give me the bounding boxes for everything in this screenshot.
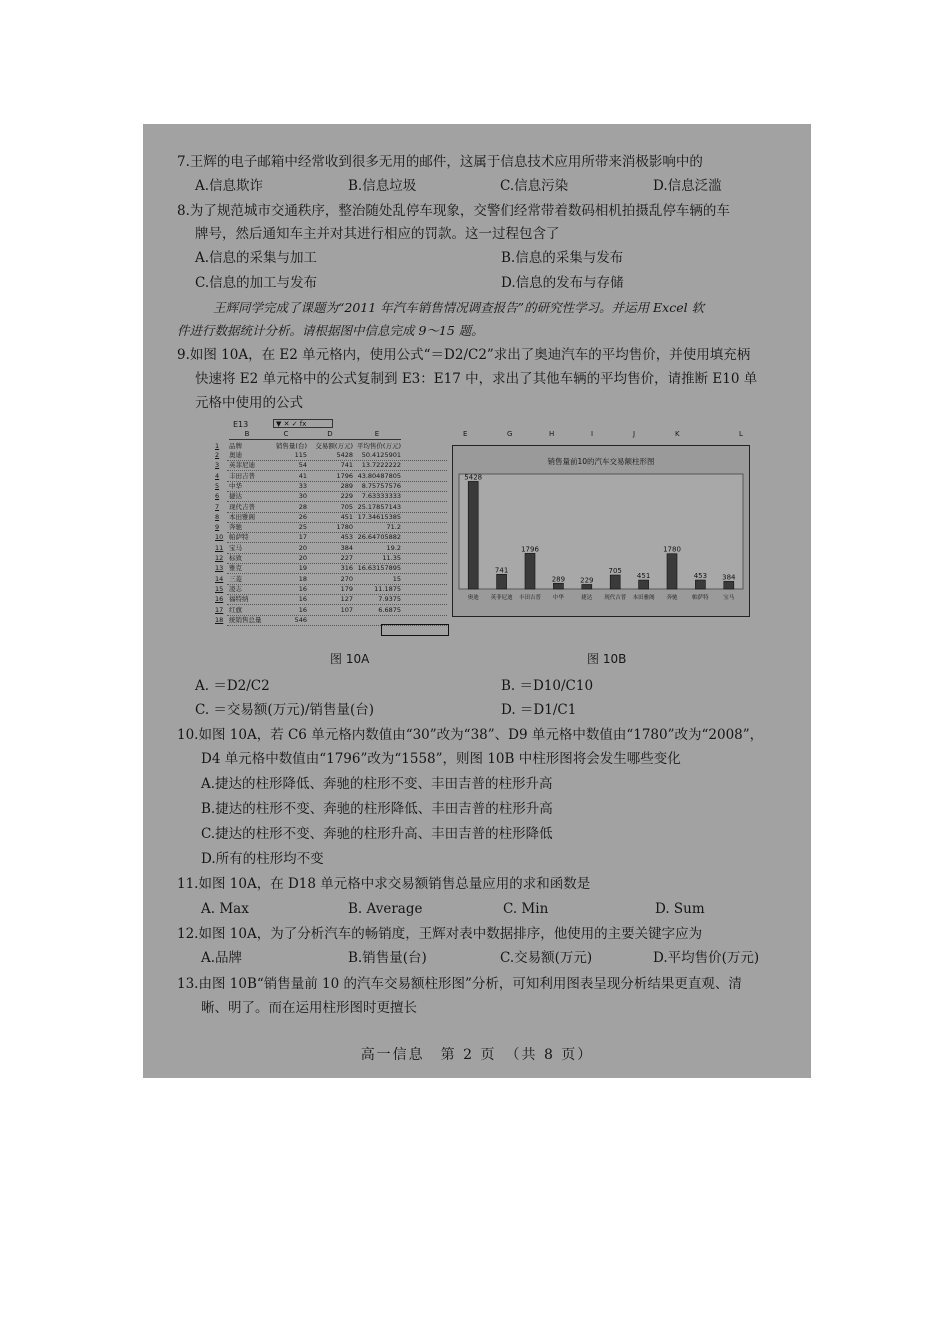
cell-avg: 43.80487805 — [357, 471, 401, 480]
row-number: 9 — [215, 523, 220, 532]
q12-option-a: A.品牌 — [201, 950, 243, 966]
cell-amount: 227 — [340, 554, 353, 562]
data-label: 741 — [494, 566, 509, 575]
cell-qty: 16 — [298, 605, 307, 614]
table-row — [213, 575, 451, 584]
q11-option-c: C. Min — [503, 901, 549, 917]
cell-amount: 316 — [340, 564, 353, 573]
q12-option-d: D.平均售价(万元) — [653, 950, 760, 966]
col-header: I — [591, 430, 594, 438]
col-header-b: B — [229, 430, 265, 440]
table-row — [213, 564, 451, 573]
cell-amount: 1780 — [336, 523, 353, 532]
cell-qty: 28 — [298, 502, 307, 511]
bar — [468, 481, 478, 589]
header-amount: 交易额(万元) — [315, 442, 353, 450]
category-label: 帕萨特 — [692, 595, 709, 601]
cell-amount: 453 — [340, 533, 353, 542]
cell-qty: 16 — [298, 595, 307, 604]
q7-option-c: C.信息污染 — [500, 178, 569, 194]
q8-stem-line1: 8.为了规范城市交通秩序，整治随处乱停车现象，交警们经常带着数码相机拍摄乱停车辆的车 — [177, 203, 730, 219]
table-row — [213, 533, 451, 542]
data-label: 5428 — [464, 473, 483, 482]
row-number: 10 — [215, 533, 224, 542]
intro-line2: 件进行数据统计分析。请根据图中信息完成 9～15 题。 — [177, 323, 484, 338]
category-label: 奔驰 — [666, 595, 678, 601]
q7-option-b: B.信息垃圾 — [348, 178, 417, 194]
q9-option-d: D. ＝D1/C1 — [501, 702, 577, 718]
cell-qty: 26 — [298, 512, 307, 521]
table-row — [213, 554, 451, 563]
formula-bar: ▼ ✕ ✓ fx — [273, 419, 333, 428]
cell-brand: 帕萨特 — [229, 533, 249, 542]
bar — [724, 581, 734, 589]
cell-qty: 19 — [298, 564, 307, 573]
cell-avg: 11.1875 — [374, 584, 401, 593]
category-label: 现代吉普 — [604, 595, 627, 601]
cell-avg: 13.7222222 — [361, 461, 401, 470]
col-header-c: C — [265, 430, 307, 440]
spreadsheet-figure — [213, 418, 451, 644]
row-number: 3 — [215, 461, 220, 470]
bar — [610, 575, 620, 589]
q8-option-c: C.信息的加工与发布 — [195, 275, 318, 291]
q13-stem-line1: 13.由图 10B“销售量前 10 的汽车交易额柱形图”分析，可知利用图表呈现分析结果更直观、清 — [177, 976, 742, 992]
row-number: 12 — [215, 554, 224, 562]
table-row — [213, 472, 451, 481]
bar — [695, 580, 705, 589]
col-header-e: E — [353, 430, 401, 440]
q10-option-c: C.捷达的柱形不变、奔驰的柱形升高、丰田吉普的柱形降低 — [201, 826, 553, 842]
cell-brand: 三菱 — [229, 574, 242, 583]
page-footer: 高一信息 第 2 页 （共 8 页） — [360, 1047, 594, 1063]
cell-avg: 26.64705882 — [357, 533, 401, 542]
q8-option-d: D.信息的发布与存储 — [501, 275, 624, 291]
category-label: 丰田吉普 — [518, 595, 542, 601]
table-row — [213, 513, 451, 522]
name-box: E13 — [233, 420, 249, 429]
cell-brand: 奥迪 — [229, 451, 242, 459]
q9-stem-line1: 9.如图 10A，在 E2 单元格内，使用公式“＝D2/C2”求出了奥迪汽车的平均售价，并使用填充柄 — [177, 347, 751, 363]
cell-brand: 标致 — [229, 554, 242, 562]
table-row — [213, 451, 451, 460]
q11-option-b: B. Average — [348, 901, 423, 917]
q10-option-d: D.所有的柱形均不变 — [201, 851, 324, 867]
category-label: 中华 — [552, 595, 564, 601]
row-number: 14 — [215, 574, 224, 583]
cell-brand: 英菲尼迪 — [229, 461, 255, 470]
data-label: 1796 — [521, 545, 539, 554]
q10-stem-line2: D4 单元格中数值由“1796”改为“1558”，则图 10B 中柱形图将会发生哪些变化 — [201, 751, 681, 767]
cell-qty: 33 — [298, 481, 307, 490]
table-row — [213, 585, 451, 594]
cell-qty: 20 — [298, 543, 307, 552]
selected-cell — [381, 624, 449, 636]
category-label: 英菲尼迪 — [490, 595, 513, 601]
cell-avg: 8.75757576 — [361, 481, 401, 490]
cell-amount: 5428 — [336, 451, 353, 459]
q7-stem: 7.王辉的电子邮箱中经常收到很多无用的邮件，这属于信息技术应用所带来消极影响中的 — [177, 154, 703, 170]
cell-amount: 384 — [340, 543, 353, 552]
col-header: L — [739, 430, 743, 438]
q8-option-b: B.信息的采集与发布 — [501, 250, 624, 266]
data-label: 451 — [636, 572, 651, 581]
cell-amount: 179 — [340, 584, 353, 593]
table-row — [213, 503, 451, 512]
chart-title: 销售量前10的汽车交易额柱形图 — [547, 457, 655, 466]
category-label: 本田雅阁 — [632, 595, 655, 601]
cell-amount: 127 — [340, 595, 353, 604]
cell-avg: 17.34615385 — [357, 512, 401, 521]
cell-brand: 统销售总量 — [229, 615, 262, 624]
cell-avg: 71.2 — [386, 523, 401, 532]
cell-avg: 16.63157895 — [357, 564, 401, 573]
row-number: 13 — [215, 564, 224, 573]
q7-option-d: D.信息泛滥 — [653, 178, 722, 194]
category-label: 捷达 — [581, 595, 593, 601]
col-header: K — [675, 430, 680, 438]
cell-brand: 凌志 — [229, 584, 242, 593]
row-number: 11 — [215, 543, 224, 552]
bar-chart — [452, 445, 750, 617]
table-row — [213, 461, 451, 470]
row-number: 4 — [215, 471, 220, 480]
cell-amount: 107 — [340, 605, 353, 614]
header-brand: 品牌 — [229, 442, 242, 450]
table-row — [213, 606, 451, 615]
data-label: 1780 — [663, 545, 681, 554]
q11-option-d: D. Sum — [655, 901, 705, 917]
q9-option-c: C. ＝交易额(万元)/销售量(台) — [195, 702, 375, 718]
data-label: 453 — [693, 572, 708, 581]
sheet-header-row — [213, 442, 451, 451]
col-header-d: D — [307, 430, 353, 440]
q12-option-c: C.交易额(万元) — [500, 950, 593, 966]
cell-qty: 20 — [298, 554, 307, 562]
cell-brand: 福特纳 — [229, 595, 249, 604]
q7-option-a: A.信息欺诈 — [195, 178, 264, 194]
caption-10b: 图 10B — [587, 652, 627, 666]
data-label: 705 — [608, 567, 622, 576]
col-header: G — [507, 430, 513, 438]
q8-stem-line2: 牌号，然后通知车主并对其进行相应的罚款。这一过程包含了 — [195, 226, 560, 242]
cell-qty: 41 — [298, 471, 307, 480]
bar — [667, 554, 677, 589]
cell-brand: 本田雅阁 — [229, 512, 255, 521]
cell-brand: 丰田吉普 — [229, 471, 255, 480]
cell-avg: 7.9375 — [378, 595, 401, 604]
row-number: 16 — [215, 595, 224, 604]
bar — [525, 553, 535, 589]
bar — [639, 580, 649, 589]
row-number: 7 — [215, 502, 220, 511]
data-label: 384 — [722, 573, 736, 582]
cell-brand: 中华 — [229, 481, 242, 490]
cell-amount: 705 — [340, 502, 353, 511]
bar — [497, 574, 507, 589]
q9-option-b: B. ＝D10/C10 — [501, 678, 594, 694]
cell-amount: 289 — [340, 481, 353, 490]
cell-avg: 15 — [392, 574, 401, 583]
cell-amount: 741 — [340, 461, 353, 470]
col-header: J — [633, 430, 636, 438]
q8-option-a: A.信息的采集与加工 — [195, 250, 318, 266]
cell-qty: 16 — [298, 584, 307, 593]
cell-amount: 451 — [340, 512, 353, 521]
bar — [553, 583, 563, 589]
row-number: 18 — [215, 615, 224, 624]
q10-option-a: A.捷达的柱形降低、奔驰的柱形不变、丰田吉普的柱形升高 — [201, 776, 553, 792]
cell-qty: 25 — [298, 523, 307, 532]
header-qty: 销售量(台) — [275, 442, 307, 450]
bar — [582, 584, 592, 589]
cell-brand: 现代吉普 — [229, 502, 255, 511]
table-row — [213, 482, 451, 491]
table-row — [213, 523, 451, 532]
row-number: 2 — [215, 451, 220, 459]
q12-stem: 12.如图 10A，为了分析汽车的畅销度，王辉对表中数据排序，他使用的主要关键字应为 — [177, 926, 703, 942]
q9-option-a: A. ＝D2/C2 — [195, 678, 270, 694]
cell-qty: 115 — [294, 451, 307, 459]
cell-qty: 54 — [298, 461, 307, 470]
cell-brand: 雅克 — [229, 564, 242, 573]
row-number: 17 — [215, 605, 224, 614]
cell-amount: 229 — [340, 492, 353, 501]
table-row — [213, 595, 451, 604]
cell-qty: 30 — [298, 492, 307, 501]
cell-qty: 18 — [298, 574, 307, 583]
intro-line1: 王辉同学完成了课题为“2011 年汽车销售情况调查报告”的研究性学习。并运用 Excel 软 — [213, 300, 705, 315]
cell-amount: 1796 — [336, 471, 353, 480]
data-label: 289 — [551, 575, 566, 584]
table-row — [213, 492, 451, 501]
cell-avg: 11.35 — [382, 554, 401, 562]
q9-stem-line2: 快速将 E2 单元格中的公式复制到 E3：E17 中，求出了其他车辆的平均售价，请推断 E10 单 — [195, 371, 758, 387]
row-number: 6 — [215, 492, 220, 501]
caption-10a: 图 10A — [330, 652, 370, 666]
cell-avg: 6.6875 — [378, 605, 401, 614]
q13-stem-line2: 晰、明了。而在运用柱形图时更擅长 — [201, 1000, 417, 1016]
cell-avg: 25.17857143 — [357, 502, 401, 511]
row-number: 5 — [215, 481, 220, 490]
row-number: 15 — [215, 584, 224, 593]
row-number: 1 — [215, 442, 220, 450]
col-header: E — [463, 430, 468, 438]
q10-option-b: B.捷达的柱形不变、奔驰的柱形降低、丰田吉普的柱形升高 — [201, 801, 553, 817]
cell-brand: 宝马 — [229, 543, 242, 552]
category-label: 宝马 — [723, 595, 735, 601]
row-number: 8 — [215, 512, 220, 521]
header-avg: 平均售价(万元) — [356, 442, 401, 450]
q12-option-b: B.销售量(台) — [348, 950, 427, 966]
q11-stem: 11.如图 10A，在 D18 单元格中求交易额销售总量应用的求和函数是 — [177, 876, 591, 892]
table-row — [213, 544, 451, 553]
category-label: 奥迪 — [467, 595, 479, 601]
cell-avg: 19.2 — [386, 543, 401, 552]
bar-chart-svg — [453, 446, 749, 616]
cell-brand: 奔驰 — [229, 523, 242, 532]
q10-stem-line1: 10.如图 10A，若 C6 单元格内数值由“30”改为“38”、D9 单元格中数值由“1780”改为“2008”， — [177, 727, 764, 743]
chart-column-headers — [451, 430, 781, 440]
cell-brand: 红旗 — [229, 605, 242, 614]
q9-stem-line3: 元格中使用的公式 — [195, 395, 303, 411]
cell-avg: 50.4125901 — [361, 451, 401, 459]
cell-brand: 捷达 — [229, 492, 242, 501]
cell-qty: 17 — [298, 533, 307, 542]
cell-qty: 546 — [294, 615, 307, 624]
cell-avg: 7.63333333 — [361, 492, 401, 501]
q11-option-a: A. Max — [201, 901, 249, 917]
cell-amount: 270 — [340, 574, 353, 583]
col-header: H — [549, 430, 555, 438]
data-label: 229 — [580, 576, 594, 585]
